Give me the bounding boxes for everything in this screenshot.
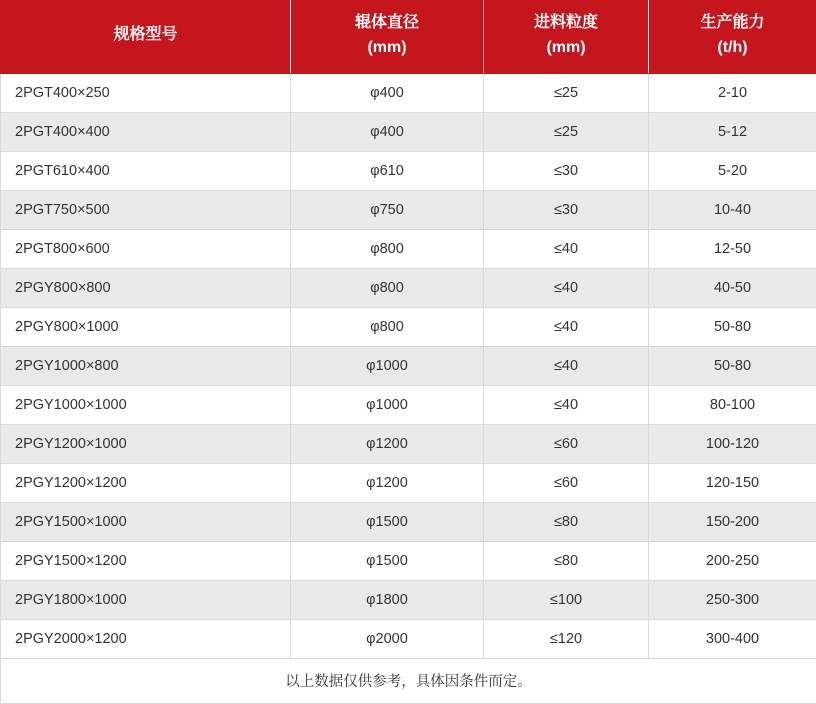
- cell-roller-diameter: φ400: [291, 112, 484, 151]
- cell-model: 2PGY1200×1000: [1, 424, 291, 463]
- cell-model: 2PGT400×250: [1, 73, 291, 112]
- cell-model: 2PGT400×400: [1, 112, 291, 151]
- cell-feed-size: ≤30: [484, 151, 649, 190]
- table-header-row: [1, 1, 816, 74]
- column-header-feed-size-line1: 进料粒度: [534, 14, 598, 31]
- cell-feed-size: ≤100: [484, 580, 649, 619]
- cell-model: 2PGY800×800: [1, 268, 291, 307]
- cell-feed-size: ≤120: [484, 619, 649, 658]
- column-header-capacity-unit: (t/h): [653, 36, 812, 61]
- table-footer-row: [1, 658, 816, 703]
- cell-capacity: 5-12: [649, 112, 816, 151]
- cell-roller-diameter: φ400: [291, 73, 484, 112]
- cell-roller-diameter: φ610: [291, 151, 484, 190]
- table-footer: [1, 658, 816, 703]
- cell-model: 2PGY1000×1000: [1, 385, 291, 424]
- cell-capacity: 250-300: [649, 580, 816, 619]
- table-body: [1, 73, 816, 658]
- cell-model: 2PGY1500×1000: [1, 502, 291, 541]
- table-row: [1, 541, 816, 580]
- cell-capacity: 200-250: [649, 541, 816, 580]
- column-header-roller-diameter-line1: 辊体直径: [355, 14, 419, 31]
- cell-model: 2PGY1500×1200: [1, 541, 291, 580]
- column-header-model: [1, 1, 291, 74]
- table-row: [1, 73, 816, 112]
- cell-roller-diameter: φ1800: [291, 580, 484, 619]
- cell-capacity: 80-100: [649, 385, 816, 424]
- cell-model: 2PGT750×500: [1, 190, 291, 229]
- cell-feed-size: ≤80: [484, 502, 649, 541]
- cell-capacity: 50-80: [649, 346, 816, 385]
- column-header-model-line1: 规格型号: [113, 26, 177, 43]
- cell-feed-size: ≤25: [484, 112, 649, 151]
- cell-capacity: 150-200: [649, 502, 816, 541]
- cell-roller-diameter: φ750: [291, 190, 484, 229]
- column-header-roller-diameter: [291, 1, 484, 74]
- column-header-capacity-line1: 生产能力: [700, 14, 764, 31]
- cell-feed-size: ≤25: [484, 73, 649, 112]
- table-row: [1, 190, 816, 229]
- cell-feed-size: ≤40: [484, 307, 649, 346]
- cell-capacity: 5-20: [649, 151, 816, 190]
- column-header-feed-size: [484, 1, 649, 74]
- column-header-roller-diameter-unit: (mm): [295, 36, 479, 61]
- table-row: [1, 502, 816, 541]
- cell-roller-diameter: φ800: [291, 229, 484, 268]
- cell-feed-size: ≤40: [484, 346, 649, 385]
- cell-model: 2PGY1000×800: [1, 346, 291, 385]
- cell-feed-size: ≤60: [484, 463, 649, 502]
- cell-model: 2PGT800×600: [1, 229, 291, 268]
- cell-roller-diameter: φ2000: [291, 619, 484, 658]
- table-row: [1, 619, 816, 658]
- cell-model: 2PGY2000×1200: [1, 619, 291, 658]
- cell-feed-size: ≤80: [484, 541, 649, 580]
- cell-feed-size: ≤30: [484, 190, 649, 229]
- cell-feed-size: ≤60: [484, 424, 649, 463]
- cell-roller-diameter: φ1500: [291, 502, 484, 541]
- table-row: [1, 268, 816, 307]
- table-row: [1, 463, 816, 502]
- table-row: [1, 229, 816, 268]
- footer-note: 以上数据仅供参考，具体因条件而定。: [1, 658, 816, 703]
- cell-capacity: 2-10: [649, 73, 816, 112]
- column-header-capacity: [649, 1, 816, 74]
- cell-capacity: 12-50: [649, 229, 816, 268]
- cell-roller-diameter: φ1000: [291, 385, 484, 424]
- cell-model: 2PGY1200×1200: [1, 463, 291, 502]
- cell-model: 2PGY800×1000: [1, 307, 291, 346]
- table-row: [1, 112, 816, 151]
- table-row: [1, 385, 816, 424]
- cell-capacity: 50-80: [649, 307, 816, 346]
- cell-roller-diameter: φ1200: [291, 424, 484, 463]
- cell-model: 2PGY1800×1000: [1, 580, 291, 619]
- cell-roller-diameter: φ800: [291, 307, 484, 346]
- table-row: [1, 346, 816, 385]
- cell-capacity: 120-150: [649, 463, 816, 502]
- table-row: [1, 151, 816, 190]
- table-header: [1, 1, 816, 74]
- cell-capacity: 300-400: [649, 619, 816, 658]
- table-row: [1, 424, 816, 463]
- cell-feed-size: ≤40: [484, 229, 649, 268]
- cell-roller-diameter: φ1500: [291, 541, 484, 580]
- cell-capacity: 10-40: [649, 190, 816, 229]
- cell-roller-diameter: φ1200: [291, 463, 484, 502]
- column-header-feed-size-unit: (mm): [488, 36, 644, 61]
- cell-feed-size: ≤40: [484, 268, 649, 307]
- cell-model: 2PGT610×400: [1, 151, 291, 190]
- cell-capacity: 40-50: [649, 268, 816, 307]
- cell-roller-diameter: φ800: [291, 268, 484, 307]
- table-row: [1, 580, 816, 619]
- cell-roller-diameter: φ1000: [291, 346, 484, 385]
- cell-feed-size: ≤40: [484, 385, 649, 424]
- cell-capacity: 100-120: [649, 424, 816, 463]
- table-row: [1, 307, 816, 346]
